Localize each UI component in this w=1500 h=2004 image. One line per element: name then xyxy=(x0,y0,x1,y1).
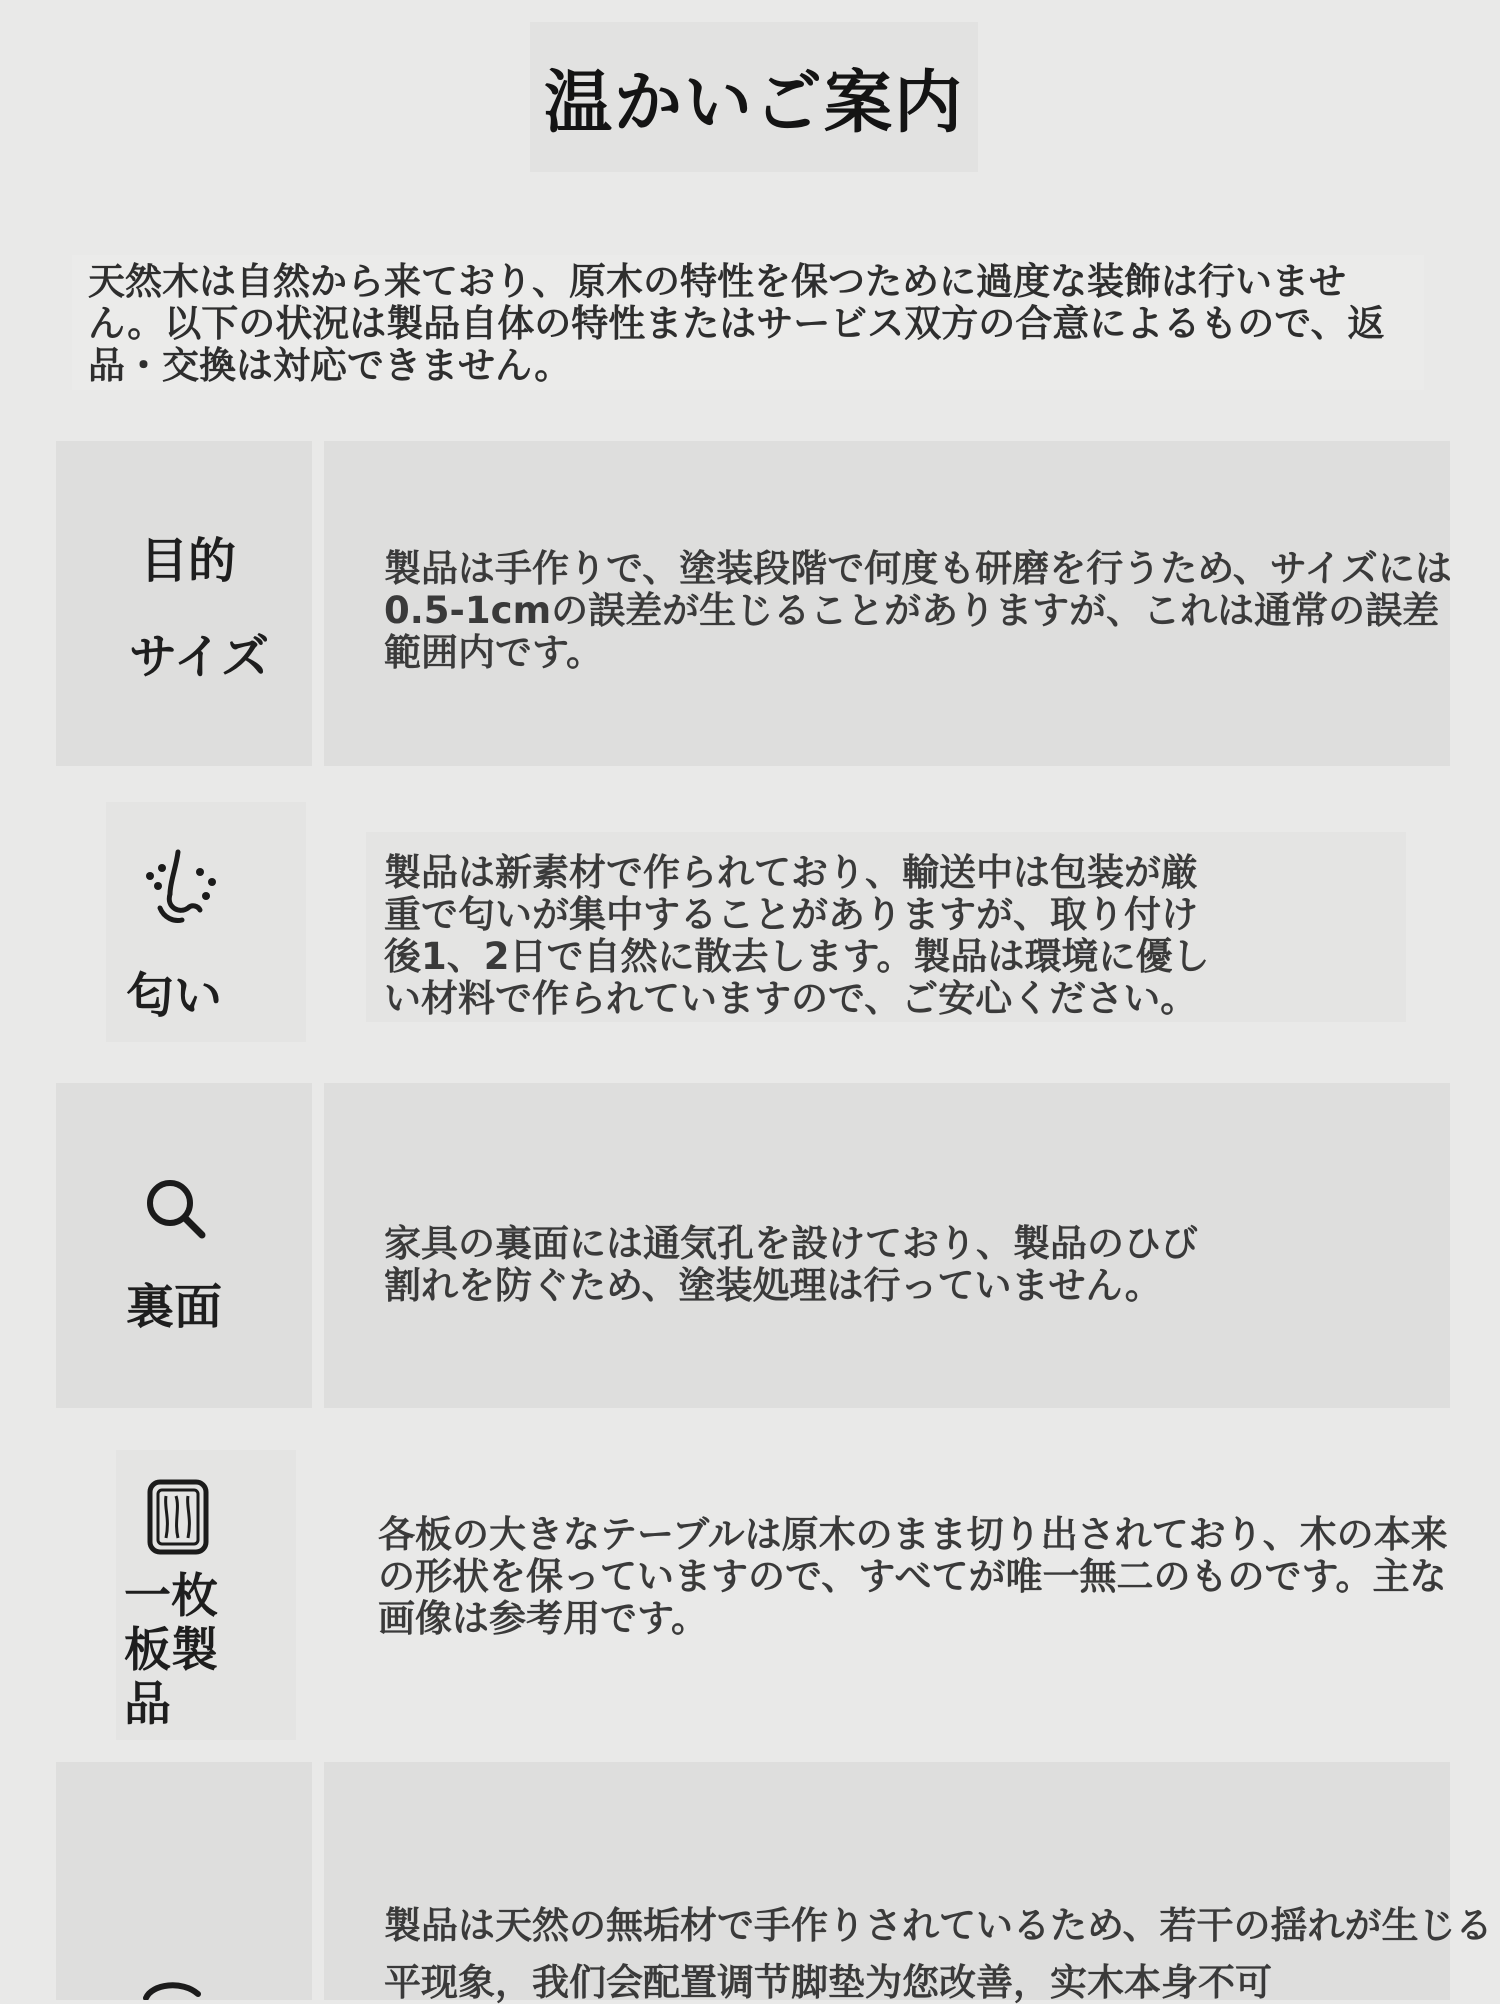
info-row-size xyxy=(56,441,1450,766)
row-description-line2: 平现象，我们会配置调节脚垫为您改善，实木本身不可 xyxy=(384,1962,1272,2004)
row-label: 一枚板製品 xyxy=(124,1569,218,1732)
info-row-wobble xyxy=(56,1762,1493,2004)
row-description: 家具の裏面には通気孔を設けており、製品のひび割れを防ぐため、塗装処理は行っていません。 xyxy=(384,1222,1198,1307)
row-label-cell xyxy=(56,1083,312,1408)
nose-icon xyxy=(140,846,222,928)
row-description: 製品は新素材で作られており、輸送中は包装が厳重で匂いが集中することがありますが、取り付け後1、2日で自然に散去します。製品は環境に優しい材料で作られていますので、ご安心ください。 xyxy=(384,851,1210,1020)
row-label-line2: サイズ xyxy=(129,629,270,685)
magnifier-icon xyxy=(142,1175,210,1243)
info-row-slab xyxy=(56,1440,1450,1750)
row-label-line1: 目的 xyxy=(140,533,237,589)
page-title: 温かいご案内 xyxy=(543,63,964,143)
info-row-smell xyxy=(56,802,1450,1052)
row-description: 製品は手作りで、塗装段階で何度も研磨を行うため、サイズには0.5-1cmの誤差が生じることがありますが、これは通常の誤差範囲内です。 xyxy=(384,547,1452,674)
intro-text: 天然木は自然から来ており、原木の特性を保つために過度な装飾は行いません。以下の状況は製品自体の特性またはサービス双方の合意によるもので、返品・交換は対応できません。 xyxy=(88,260,1385,387)
row-label: 裏面 xyxy=(126,1279,223,1335)
row-label: 匂い xyxy=(126,968,223,1024)
row-label-cell xyxy=(56,441,312,766)
wood-slab-icon xyxy=(146,1478,210,1556)
row-description-line1: 製品は天然の無垢材で手作りされているため、若干の揺れが生じる xyxy=(384,1905,1493,1947)
title-banner xyxy=(530,22,978,172)
level-icon xyxy=(142,1980,202,2000)
info-row-back xyxy=(56,1083,1450,1408)
row-label-cell xyxy=(56,1762,312,2000)
intro-block xyxy=(72,255,1424,390)
row-description: 各板の大きなテーブルは原木のまま切り出されており、木の本来の形状を保っていますので、すべてが唯一無二のものです。主な画像は参考用です。 xyxy=(378,1513,1448,1640)
